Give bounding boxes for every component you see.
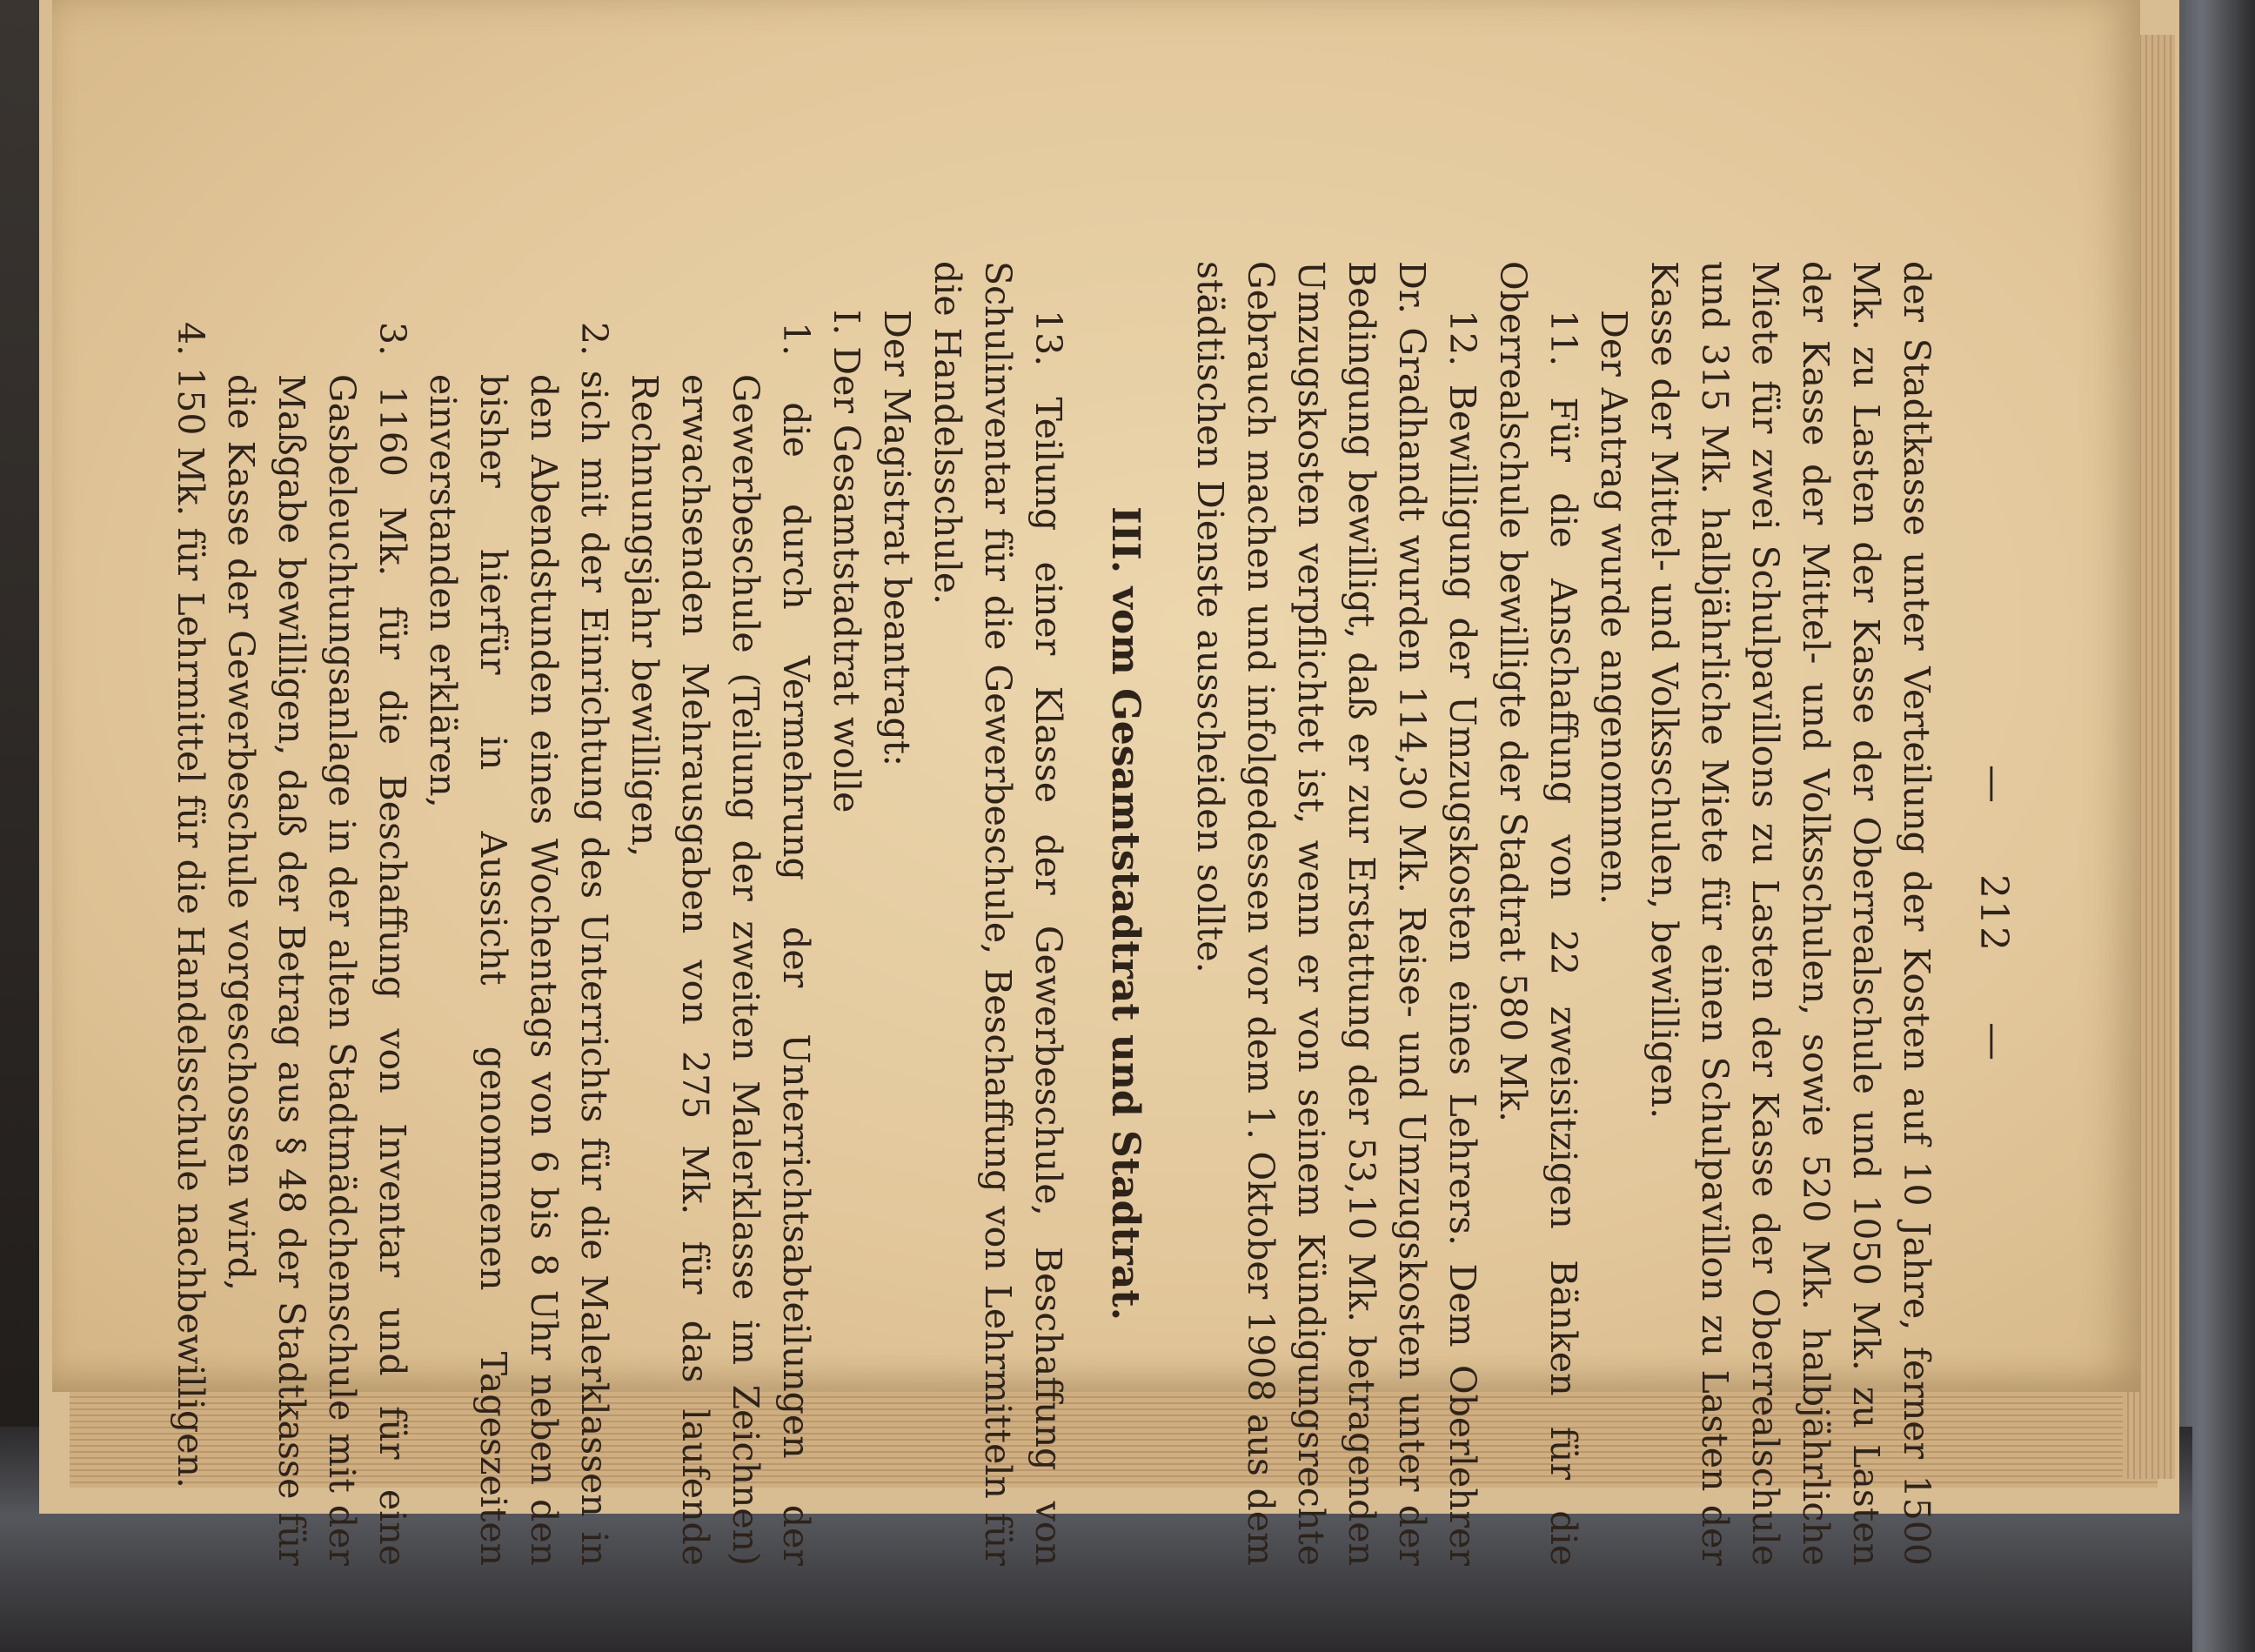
dash-right: — [1971,1021,2016,1062]
paragraph-6: Der Magistrat beantragt: [876,310,918,767]
list-item: 4. 150 Mk. für Lehrmittel für die Handelsschule nachbewilligen. [170,322,211,1488]
list-item: 2. sich mit der Einrichtung des Unterrichts für die Malerklassen in den Abendstunden eines Wochentags von 6 bis 8 Uhr neben den bisher hierfür in Aussicht genommenen Tageszeiten einverstanden erklären, [422,322,615,1566]
paragraph-2: Der Antrag wurde angenommen. [1593,310,1635,906]
paragraph-4: 12. Bewilligung der Umzugskosten eines Lehrers. Dem Oberlehrer Dr. Gradhandt wurden 114,30 Mk. Reise- und Umzugskosten unter der Bedingung bewilligt, daß er zur Erstattung der 53,10 Mk. betragenden Umzugskosten verpflichtet ist, wenn er von seinem Kündigungsrechte Gebrauch machen und infolgedessen vor dem 1. Oktober 1908 aus dem städtischen Dienste ausscheiden sollte. [1189,261,1483,1566]
page-number-line [1968,261,2018,1566]
list-item: 1. die durch Vermehrung der Unterrichtsabteilungen der Gewerbeschule (Teilung der zweiten Malerklasse im Zeichnen) erwachsenden Mehrausgaben von 275 Mk. für das laufende Rechnungsjahr bewilligen, [624,322,817,1566]
paragraph-1: der Stadtkasse unter Verteilung der Kosten auf 10 Jahre, ferner 1500 Mk. zu Lasten der Kasse der Oberrealschule und 1050 Mk. zu Lasten der Kasse der Mittel- und Volksschulen, sowie 520 Mk. halbjährliche Miete für zwei Schulpavillons zu Lasten der Kasse der Oberrealschule und 315 Mk. halbjährliche Miete für einen Schulpavillon zu Lasten der Kasse der Mittel- und Volksschulen, bewilligen. [1643,261,1937,1566]
dash-left: — [1971,765,2016,805]
page-number: 212 [1971,874,2016,953]
section-heading: III. vom Gesamtstadtrat und Stadtrat. [1103,505,1148,1321]
paragraph-7: I. Der Gesamtstadtrat wolle [826,310,867,813]
list-item: 3. 1160 Mk. für die Beschaffung von Inventar und für eine Gasbeleuchtungsanlage in der alten Stadtmädchenschule mit der Maßgabe bewilligen, daß der Betrag aus § 48 der Stadtkasse für die Kasse der Gewerbeschule vorgeschossen wird, [220,322,413,1566]
paragraph-3: 11. Für die Anschaffung von 22 zweisitzigen Bänken für die Oberrealschule bewilligte der Stadtrat 580 Mk. [1492,261,1584,1566]
rotated-text-block [170,261,2018,1566]
paragraph-5: 13. Teilung einer Klasse der Gewerbeschule, Beschaffung von Schulinventar für die Gewerbeschule, Beschaffung von Lehrmitteln für die Handelsschule. [927,261,1069,1566]
